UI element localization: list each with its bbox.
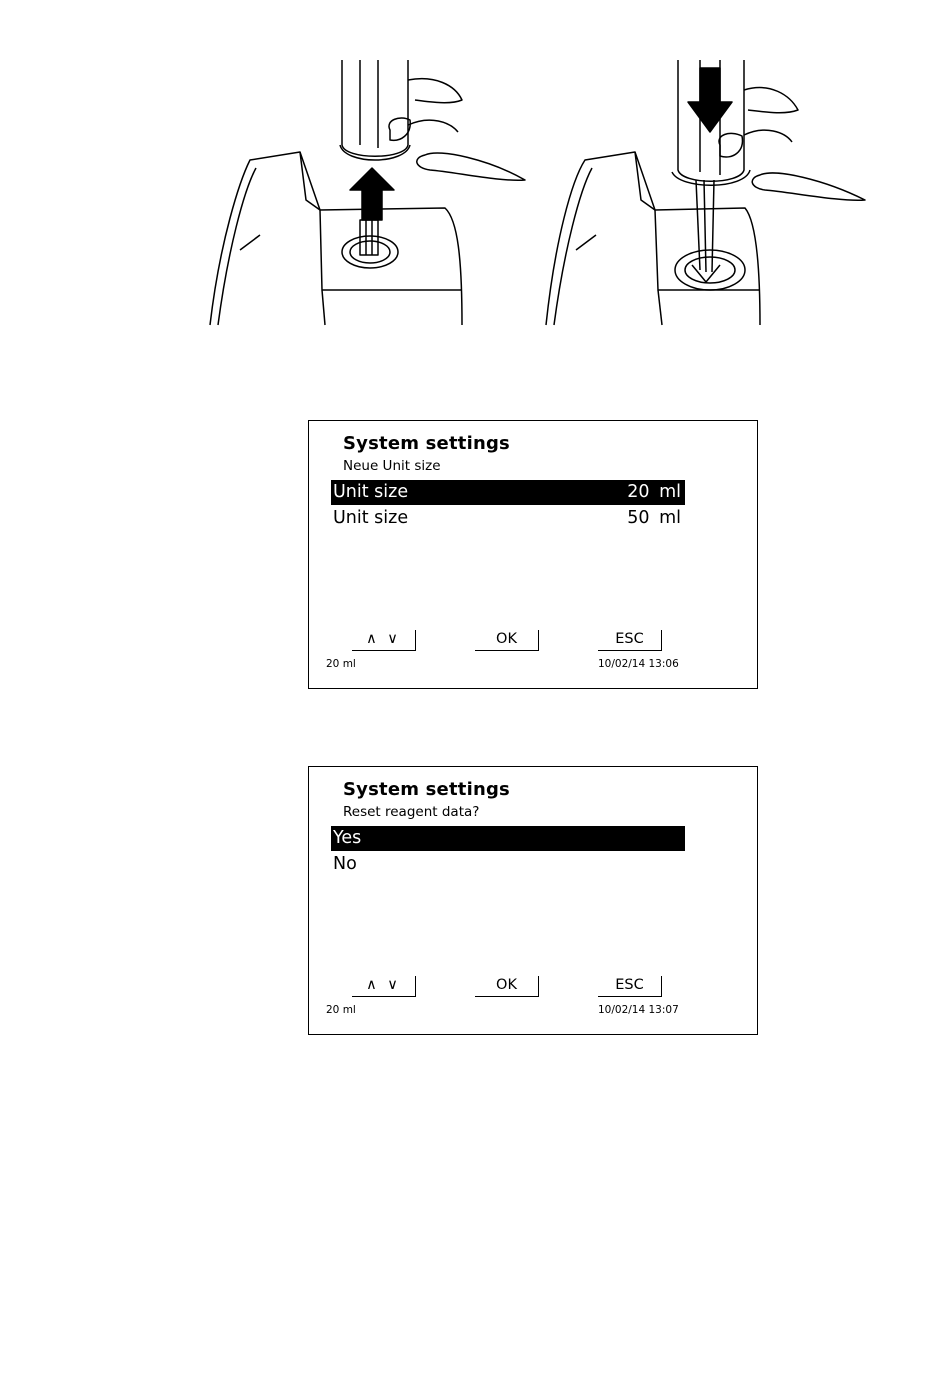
menu-item-no[interactable] bbox=[331, 852, 685, 877]
esc-softkey[interactable]: ESC bbox=[598, 630, 662, 651]
menu-item-label: No bbox=[333, 854, 357, 874]
esc-softkey[interactable]: ESC bbox=[598, 976, 662, 997]
up-down-softkey[interactable]: ∧ ∨ bbox=[352, 630, 416, 651]
menu-item-value: 20 ml bbox=[627, 482, 681, 502]
arrow-up-icon bbox=[350, 168, 394, 220]
status-unit-size: 20 ml bbox=[326, 658, 356, 670]
status-datetime: 10/02/14 13:07 bbox=[598, 1004, 679, 1016]
screen-title: System settings bbox=[343, 433, 510, 454]
screen-subtitle: Neue Unit size bbox=[343, 458, 441, 474]
status-unit-size: 20 ml bbox=[326, 1004, 356, 1016]
status-datetime: 10/02/14 13:06 bbox=[598, 658, 679, 670]
up-down-softkey[interactable]: ∧ ∨ bbox=[352, 976, 416, 997]
menu-item-unit-size-20[interactable] bbox=[331, 480, 685, 505]
burette-illustration bbox=[200, 60, 880, 335]
screen-title: System settings bbox=[343, 779, 510, 800]
menu-item-label: Unit size bbox=[333, 508, 409, 528]
menu-item-label: Yes bbox=[333, 828, 362, 848]
ok-softkey[interactable]: OK bbox=[475, 630, 539, 651]
menu-item-label: Unit size bbox=[333, 482, 409, 502]
menu-item-unit-size-50[interactable] bbox=[331, 506, 685, 531]
arrow-down-icon bbox=[688, 68, 732, 132]
ok-softkey[interactable]: OK bbox=[475, 976, 539, 997]
display-screen-unit-size bbox=[308, 420, 758, 689]
display-screen-reset-reagent bbox=[308, 766, 758, 1035]
menu-item-value: 50 ml bbox=[627, 508, 681, 528]
screen-subtitle: Reset reagent data? bbox=[343, 804, 480, 820]
menu-item-yes[interactable] bbox=[331, 826, 685, 851]
